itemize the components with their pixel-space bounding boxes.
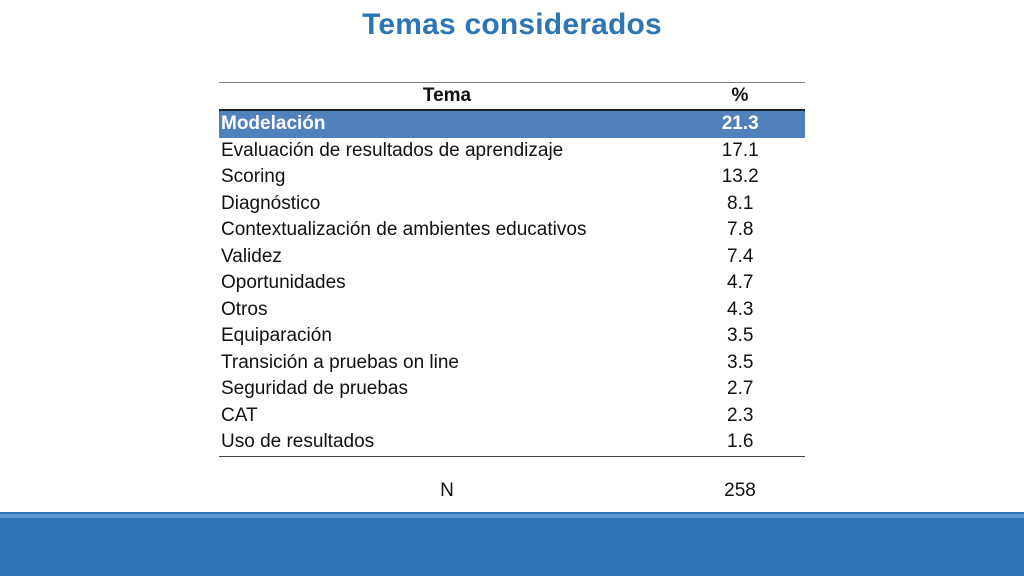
row-pct: 13.2 [721,166,759,188]
row-pct: 17.1 [721,139,759,161]
footer-bar [0,512,1024,576]
row-tema: Modelación [221,113,326,135]
row-tema: Equiparación [221,325,332,347]
topics-table [219,82,805,457]
row-tema: Seguridad de pruebas [221,378,408,400]
row-tema: Uso de resultados [221,431,375,453]
row-tema: Evaluación de resultados de aprendizaje [221,139,564,161]
row-tema: Oportunidades [221,272,346,294]
table-row [219,164,805,191]
table-row [219,270,805,297]
table-row-highlighted [219,111,805,138]
row-tema: Diagnóstico [221,192,321,214]
row-pct: 1.6 [727,431,754,453]
table-row [219,138,805,165]
table-row [219,297,805,324]
table-row [219,403,805,430]
row-pct: 7.4 [727,245,754,267]
row-pct: 4.7 [727,272,754,294]
slide-title: Temas considerados [362,8,662,41]
row-pct: 8.1 [727,192,754,214]
sample-size-row [219,480,805,502]
row-pct: 3.5 [727,325,754,347]
table-row [219,244,805,271]
table-bottom-rule [219,456,805,457]
row-pct: 2.7 [727,378,754,400]
table-row [219,191,805,218]
table-row [219,323,805,350]
n-value: 258 [724,480,756,501]
footer-accent-line [0,514,1024,518]
table-header-row [219,83,805,109]
row-tema: Scoring [221,166,286,188]
header-tema: Tema [422,85,472,106]
table-row [219,350,805,377]
row-pct: 4.3 [727,298,754,320]
row-pct: 3.5 [727,351,754,373]
row-tema: Transición a pruebas on line [221,351,459,373]
table-row [219,217,805,244]
row-pct: 21.3 [721,113,759,135]
row-tema: CAT [221,404,258,426]
row-tema: Contextualización de ambientes educativos [221,219,587,241]
row-tema: Otros [221,298,268,320]
n-label: N [440,480,454,501]
row-tema: Validez [221,245,282,267]
header-pct: % [731,85,749,106]
table-row [219,376,805,403]
table-row [219,429,805,456]
row-pct: 2.3 [727,404,754,426]
row-pct: 7.8 [727,219,754,241]
